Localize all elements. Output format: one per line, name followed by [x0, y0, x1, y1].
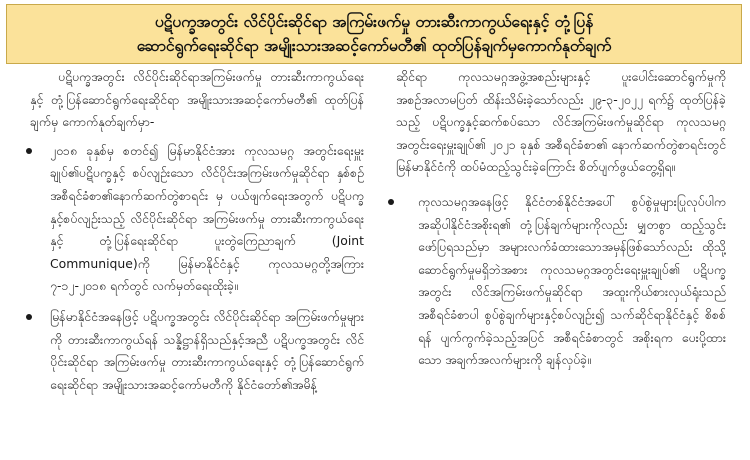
- continuation-paragraph: ဆိုင်ရာ ကုလသမဂ္ဂအဖွဲ့အစည်းများနှင့် ပူးပေါင်းဆောင်ရွက်မှုကို အစဉ်အလာမပြတ် ထိန်းသိမ်းခဲ့သော်လည်း ၂၉-၃-၂၀၂၂ ရက်၌ ထုတ်ပြန်ခဲ့သည့် ပဋိပက္ခနှင့်ဆက်စပ်သော လိင်အကြမ်းဖက်မှုဆိုင်ရာ ကုလသမဂ္ဂအတွင်းရေးမှူးချုပ်၏ ၂၀၂၁ ခုနှစ် အစီရင်ခံစာ၏ နောက်ဆက်တွဲစာရင်းတွင် မြန်မာနိုင်ငံကို ထပ်မံထည့်သွင်းခဲ့ကြောင်း စိတ်ပျက်ဖွယ်တွေ့ရှိရ။: [396, 69, 726, 175]
- right-column: [396, 66, 726, 380]
- bullet-item: [396, 191, 726, 372]
- bullet-text: ကုလသမဂ္ဂအနေဖြင့် နိုင်ငံတစ်နိုင်ငံအပေါ် စွပ်စွဲမှုများပြုလုပ်ပါက အဆိုပါနိုင်ငံအစိုးရ၏ တုံ့ပြန်ချက်များကိုလည်း မျှတစွာ ထည့်သွင်းဖော်ပြရသည်မှာ အများလက်ခံထားသောအမှန်ဖြစ်သော်လည်း ထိုသို့ဆောင်ရွက်မှုမရှိဘဲအစား ကုလသမဂ္ဂအတွင်းရေးမှူးချုပ်၏ ပဋိပက္ခအတွင်း လိင်အကြမ်းဖက်မှုဆိုင်ရာ အထူးကိုယ်စားလှယ်ရုံးသည် အစီရင်ခံစာပါ စွပ်စွဲချက်များနှင့်စပ်လျဉ်း၍ သက်ဆိုင်ရာနိုင်ငံနှင့် စိစစ်ရန် ပျက်ကွက်ခဲ့သည့်အပြင် အစီရင်ခံစာတွင် အစိုးရက ပေးပို့ထားသော အချက်အလက်များကို ချန်လှပ်ခဲ့။: [418, 193, 726, 368]
- bullet-dot-icon: [26, 314, 32, 320]
- bullet-text: ၂၀၁၈ ခုနှစ်မှ စတင်၍ မြန်မာနိုင်ငံအား ကုလသမဂ္ဂ အတွင်းရေးမှူးချုပ်၏ပဋိပက္ခနှင့် စပ်လျဉ်းသော လိင်ပိုင်းအကြမ်းဖက်မှုဆိုင်ရာ နှစ်စဉ်အစီရင်ခံစာ၏နောက်ဆက်တွဲစာရင်း မှ ပယ်ဖျက်ရေးအတွက် ပဋိပက္ခနှင့်စပ်လျဉ်းသည့် လိင်ပိုင်းဆိုင်ရာ အကြမ်းဖက်မှု တားဆီးကာကွယ်ရေးနှင့် တုံ့ပြန်ရေးဆိုင်ရာ ပူးတွဲကြေညာချက် (Joint Communique)ကို မြန်မာနိုင်ငံနှင့် ကုလသမဂ္ဂတို့အကြား ၇-၁၂-၂၀၁၈ ရက်တွင် လက်မှတ်ရေးထိုးခဲ့။: [50, 142, 364, 294]
- title-line-1: ပဋိပက္ခအတွင်း လိင်ပိုင်းဆိုင်ရာ အကြမ်းဖက်မှု တားဆီးကာကွယ်ရေးနှင့် တုံ့ပြန်: [154, 13, 594, 31]
- bullet-dot-icon: [388, 199, 394, 205]
- title-line-2: ဆောင်ရွက်ရေးဆိုင်ရာ အမျိုးသားအဆင့်ကော်မတီ၏ ထုတ်ပြန်ချက်မှကောက်နုတ်ချက်: [136, 37, 612, 55]
- bullet-dot-icon: [26, 148, 32, 154]
- bullet-text: မြန်မာနိုင်ငံအနေဖြင့် ပဋိပက္ခအတွင်း လိင်ပိုင်းဆိုင်ရာ အကြမ်းဖက်မှုများကို တားဆီးကာကွယ်ရန် သန္နိဋ္ဌာန်ရှိသည်နှင့်အညီ ပဋိပက္ခအတွင်း လိင်ပိုင်းဆိုင်ရာ အကြမ်းဖက်မှု တားဆီးကာကွယ်ရေးနှင့် တုံ့ပြန်ဆောင်ရွက်ရေးဆိုင်ရာ အမျိုးသားအဆင့်ကော်မတီကို နိုင်ငံတော်၏အမိန့်: [50, 308, 364, 392]
- title-banner: [6, 4, 742, 64]
- intro-paragraph: ပဋိပက္ခအတွင်း လိင်ပိုင်းဆိုင်ရာအကြမ်းဖက်မှု တားဆီးကာကွယ်ရေးနှင့် တုံ့ပြန်ဆောင်ရွက်ရေးဆိုင်ရာ အမျိုးသားအဆင့်ကော်မတီ၏ ထုတ်ပြန်ချက်မှ ကောက်နုတ်ချက်မှာ-: [30, 69, 364, 130]
- left-column: [30, 66, 364, 404]
- bullet-item: [30, 306, 364, 396]
- bullet-item: [30, 140, 364, 298]
